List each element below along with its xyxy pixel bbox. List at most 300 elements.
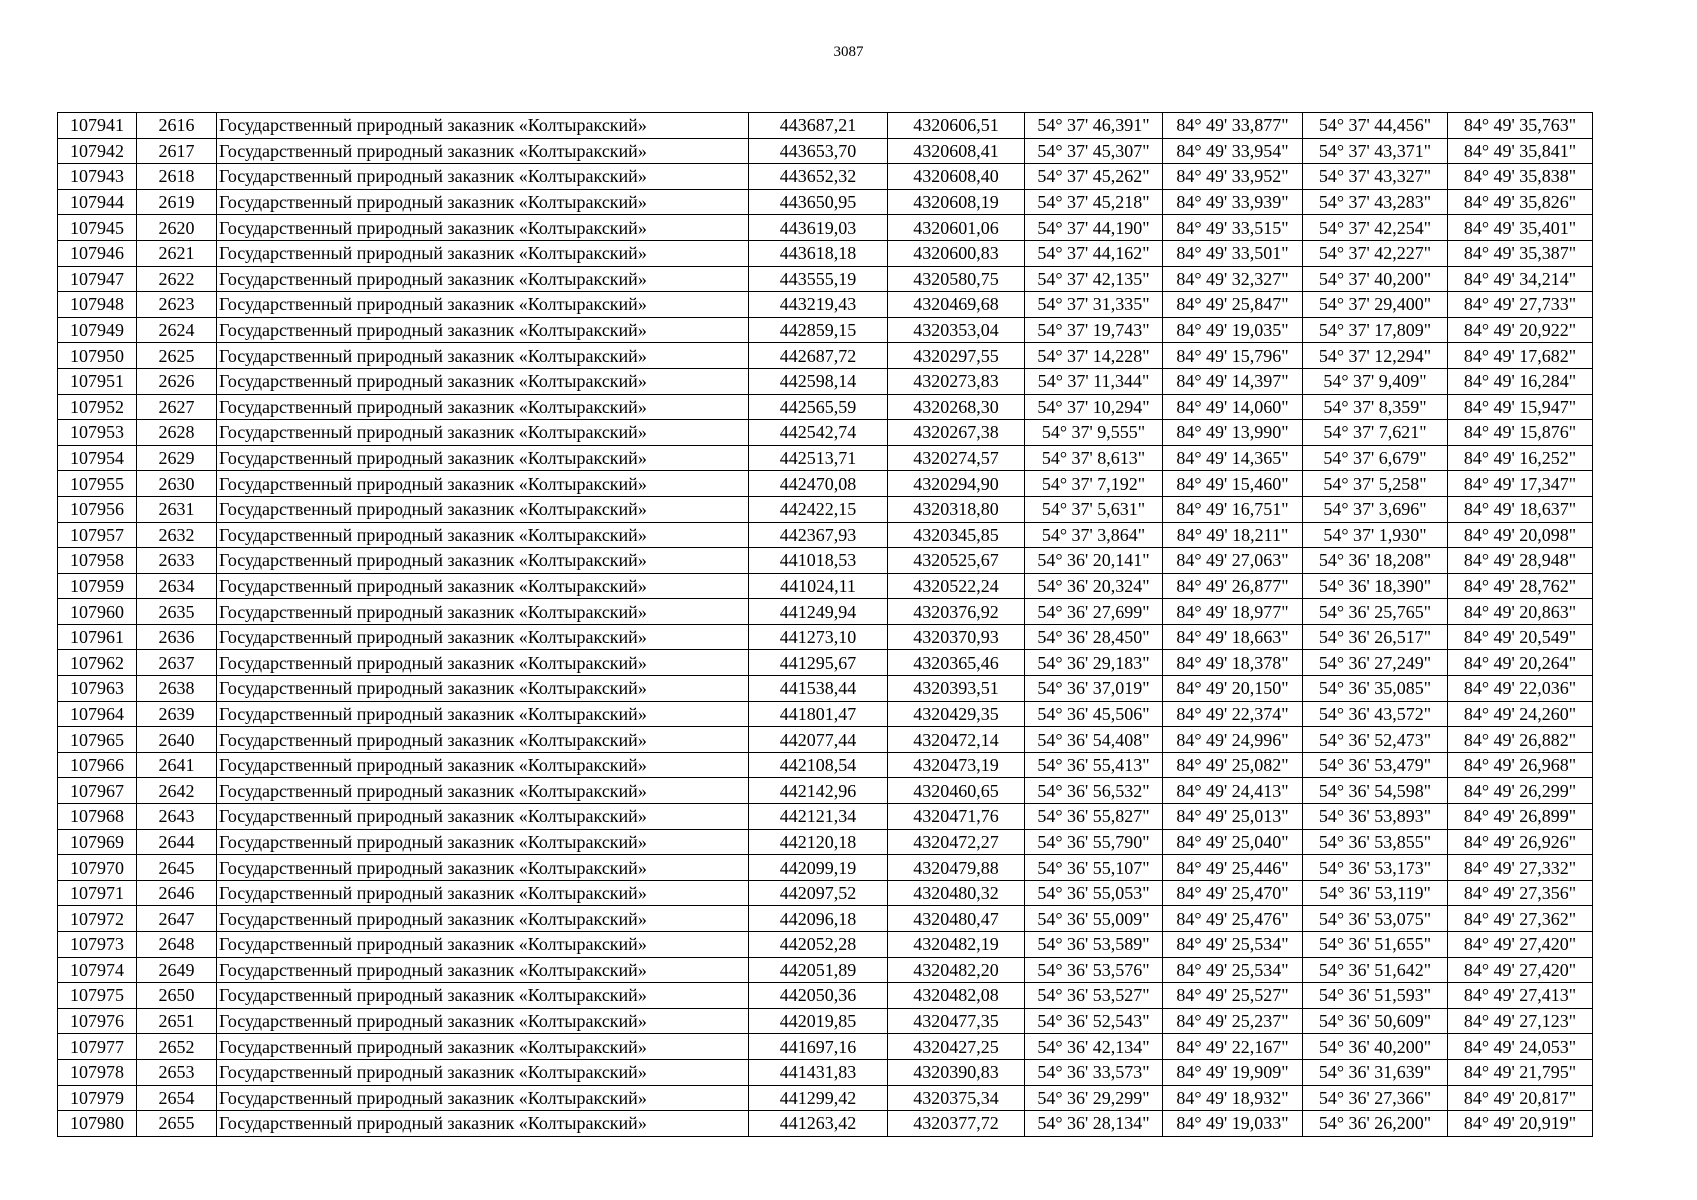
x-coordinate-cell: 442470,08 (749, 471, 888, 497)
longitude-2-cell: 84° 49' 35,838" (1448, 164, 1593, 190)
longitude-1-cell: 84° 49' 25,527" (1163, 983, 1303, 1009)
y-coordinate-cell: 4320370,93 (888, 624, 1025, 650)
row-id-cell: 107963 (58, 676, 137, 702)
table-row (58, 215, 1593, 241)
latitude-1-cell: 54° 37' 46,391" (1025, 113, 1163, 139)
y-coordinate-cell: 4320365,46 (888, 650, 1025, 676)
table-row (58, 522, 1593, 548)
latitude-1-cell: 54° 37' 10,294" (1025, 394, 1163, 420)
name-cell: Государственный природный заказник «Колтыракский» (217, 650, 749, 676)
latitude-2-cell: 54° 37' 8,359" (1303, 394, 1448, 420)
row-id-cell: 107965 (58, 727, 137, 753)
latitude-1-cell: 54° 37' 45,218" (1025, 189, 1163, 215)
latitude-2-cell: 54° 36' 53,893" (1303, 804, 1448, 830)
point-number-cell: 2648 (137, 932, 217, 958)
point-number-cell: 2628 (137, 420, 217, 446)
name-cell: Государственный природный заказник «Колтыракский» (217, 573, 749, 599)
y-coordinate-cell: 4320427,25 (888, 1034, 1025, 1060)
latitude-1-cell: 54° 36' 27,699" (1025, 599, 1163, 625)
row-id-cell: 107977 (58, 1034, 137, 1060)
name-cell: Государственный природный заказник «Колтыракский» (217, 343, 749, 369)
y-coordinate-cell: 4320267,38 (888, 420, 1025, 446)
longitude-1-cell: 84° 49' 33,877" (1163, 113, 1303, 139)
x-coordinate-cell: 442367,93 (749, 522, 888, 548)
latitude-1-cell: 54° 37' 31,335" (1025, 292, 1163, 318)
x-coordinate-cell: 441024,11 (749, 573, 888, 599)
row-id-cell: 107966 (58, 752, 137, 778)
table-row (58, 189, 1593, 215)
row-id-cell: 107943 (58, 164, 137, 190)
y-coordinate-cell: 4320477,35 (888, 1008, 1025, 1034)
x-coordinate-cell: 442050,36 (749, 983, 888, 1009)
longitude-1-cell: 84° 49' 14,397" (1163, 368, 1303, 394)
x-coordinate-cell: 442142,96 (749, 778, 888, 804)
latitude-1-cell: 54° 36' 53,576" (1025, 957, 1163, 983)
longitude-1-cell: 84° 49' 25,847" (1163, 292, 1303, 318)
longitude-1-cell: 84° 49' 14,365" (1163, 445, 1303, 471)
latitude-2-cell: 54° 36' 53,075" (1303, 906, 1448, 932)
latitude-2-cell: 54° 37' 44,456" (1303, 113, 1448, 139)
longitude-2-cell: 84° 49' 24,260" (1448, 701, 1593, 727)
longitude-2-cell: 84° 49' 26,299" (1448, 778, 1593, 804)
latitude-1-cell: 54° 37' 45,262" (1025, 164, 1163, 190)
y-coordinate-cell: 4320471,76 (888, 804, 1025, 830)
table-row (58, 317, 1593, 343)
longitude-1-cell: 84° 49' 25,446" (1163, 855, 1303, 881)
longitude-1-cell: 84° 49' 33,515" (1163, 215, 1303, 241)
x-coordinate-cell: 443650,95 (749, 189, 888, 215)
latitude-2-cell: 54° 36' 31,639" (1303, 1059, 1448, 1085)
y-coordinate-cell: 4320353,04 (888, 317, 1025, 343)
latitude-2-cell: 54° 36' 51,593" (1303, 983, 1448, 1009)
row-id-cell: 107959 (58, 573, 137, 599)
x-coordinate-cell: 442687,72 (749, 343, 888, 369)
table-row (58, 445, 1593, 471)
point-number-cell: 2620 (137, 215, 217, 241)
table-row (58, 1111, 1593, 1137)
longitude-1-cell: 84° 49' 18,977" (1163, 599, 1303, 625)
latitude-2-cell: 54° 37' 12,294" (1303, 343, 1448, 369)
table-row (58, 880, 1593, 906)
y-coordinate-cell: 4320473,19 (888, 752, 1025, 778)
x-coordinate-cell: 441801,47 (749, 701, 888, 727)
x-coordinate-cell: 442096,18 (749, 906, 888, 932)
longitude-1-cell: 84° 49' 18,663" (1163, 624, 1303, 650)
x-coordinate-cell: 442019,85 (749, 1008, 888, 1034)
row-id-cell: 107946 (58, 240, 137, 266)
latitude-1-cell: 54° 37' 44,190" (1025, 215, 1163, 241)
latitude-1-cell: 54° 36' 20,324" (1025, 573, 1163, 599)
latitude-2-cell: 54° 36' 51,655" (1303, 932, 1448, 958)
row-id-cell: 107945 (58, 215, 137, 241)
table-row (58, 471, 1593, 497)
point-number-cell: 2640 (137, 727, 217, 753)
table-row (58, 266, 1593, 292)
longitude-2-cell: 84° 49' 28,762" (1448, 573, 1593, 599)
name-cell: Государственный природный заказник «Колтыракский» (217, 957, 749, 983)
table-row (58, 778, 1593, 804)
name-cell: Государственный природный заказник «Колтыракский» (217, 880, 749, 906)
longitude-2-cell: 84° 49' 35,387" (1448, 240, 1593, 266)
latitude-2-cell: 54° 37' 6,679" (1303, 445, 1448, 471)
longitude-2-cell: 84° 49' 35,826" (1448, 189, 1593, 215)
name-cell: Государственный природный заказник «Колтыракский» (217, 676, 749, 702)
row-id-cell: 107976 (58, 1008, 137, 1034)
row-id-cell: 107969 (58, 829, 137, 855)
y-coordinate-cell: 4320482,19 (888, 932, 1025, 958)
row-id-cell: 107970 (58, 855, 137, 881)
name-cell: Государственный природный заказник «Колтыракский» (217, 215, 749, 241)
longitude-2-cell: 84° 49' 20,098" (1448, 522, 1593, 548)
name-cell: Государственный природный заказник «Колтыракский» (217, 445, 749, 471)
row-id-cell: 107955 (58, 471, 137, 497)
longitude-1-cell: 84° 49' 18,378" (1163, 650, 1303, 676)
y-coordinate-cell: 4320273,83 (888, 368, 1025, 394)
row-id-cell: 107960 (58, 599, 137, 625)
longitude-2-cell: 84° 49' 28,948" (1448, 548, 1593, 574)
x-coordinate-cell: 443618,18 (749, 240, 888, 266)
latitude-1-cell: 54° 36' 56,532" (1025, 778, 1163, 804)
longitude-1-cell: 84° 49' 24,413" (1163, 778, 1303, 804)
table-row (58, 1085, 1593, 1111)
latitude-1-cell: 54° 36' 28,450" (1025, 624, 1163, 650)
longitude-1-cell: 84° 49' 33,501" (1163, 240, 1303, 266)
point-number-cell: 2637 (137, 650, 217, 676)
latitude-2-cell: 54° 36' 27,366" (1303, 1085, 1448, 1111)
point-number-cell: 2639 (137, 701, 217, 727)
longitude-2-cell: 84° 49' 27,332" (1448, 855, 1593, 881)
longitude-2-cell: 84° 49' 26,968" (1448, 752, 1593, 778)
longitude-2-cell: 84° 49' 20,922" (1448, 317, 1593, 343)
table-row (58, 932, 1593, 958)
latitude-1-cell: 54° 36' 53,589" (1025, 932, 1163, 958)
y-coordinate-cell: 4320608,41 (888, 138, 1025, 164)
name-cell: Государственный природный заказник «Колтыракский» (217, 471, 749, 497)
name-cell: Государственный природный заказник «Колтыракский» (217, 394, 749, 420)
latitude-1-cell: 54° 36' 55,827" (1025, 804, 1163, 830)
table-row (58, 855, 1593, 881)
longitude-1-cell: 84° 49' 15,460" (1163, 471, 1303, 497)
x-coordinate-cell: 442052,28 (749, 932, 888, 958)
y-coordinate-cell: 4320469,68 (888, 292, 1025, 318)
latitude-1-cell: 54° 36' 37,019" (1025, 676, 1163, 702)
y-coordinate-cell: 4320522,24 (888, 573, 1025, 599)
longitude-2-cell: 84° 49' 27,123" (1448, 1008, 1593, 1034)
y-coordinate-cell: 4320608,40 (888, 164, 1025, 190)
row-id-cell: 107952 (58, 394, 137, 420)
table-row (58, 752, 1593, 778)
latitude-2-cell: 54° 36' 43,572" (1303, 701, 1448, 727)
latitude-2-cell: 54° 36' 18,390" (1303, 573, 1448, 599)
longitude-1-cell: 84° 49' 33,952" (1163, 164, 1303, 190)
latitude-2-cell: 54° 36' 52,473" (1303, 727, 1448, 753)
x-coordinate-cell: 441299,42 (749, 1085, 888, 1111)
latitude-1-cell: 54° 37' 9,555" (1025, 420, 1163, 446)
name-cell: Государственный природный заказник «Колтыракский» (217, 983, 749, 1009)
latitude-1-cell: 54° 37' 42,135" (1025, 266, 1163, 292)
name-cell: Государственный природный заказник «Колтыракский» (217, 855, 749, 881)
longitude-2-cell: 84° 49' 20,264" (1448, 650, 1593, 676)
longitude-2-cell: 84° 49' 27,356" (1448, 880, 1593, 906)
name-cell: Государственный природный заказник «Колтыракский» (217, 368, 749, 394)
latitude-1-cell: 54° 36' 53,527" (1025, 983, 1163, 1009)
x-coordinate-cell: 443687,21 (749, 113, 888, 139)
point-number-cell: 2627 (137, 394, 217, 420)
latitude-1-cell: 54° 36' 28,134" (1025, 1111, 1163, 1137)
latitude-2-cell: 54° 37' 42,227" (1303, 240, 1448, 266)
latitude-2-cell: 54° 36' 53,119" (1303, 880, 1448, 906)
longitude-1-cell: 84° 49' 19,035" (1163, 317, 1303, 343)
y-coordinate-cell: 4320274,57 (888, 445, 1025, 471)
y-coordinate-cell: 4320608,19 (888, 189, 1025, 215)
row-id-cell: 107975 (58, 983, 137, 1009)
latitude-2-cell: 54° 36' 50,609" (1303, 1008, 1448, 1034)
longitude-2-cell: 84° 49' 17,682" (1448, 343, 1593, 369)
x-coordinate-cell: 441263,42 (749, 1111, 888, 1137)
point-number-cell: 2618 (137, 164, 217, 190)
row-id-cell: 107956 (58, 496, 137, 522)
point-number-cell: 2635 (137, 599, 217, 625)
x-coordinate-cell: 441431,83 (749, 1059, 888, 1085)
longitude-1-cell: 84° 49' 22,374" (1163, 701, 1303, 727)
latitude-1-cell: 54° 37' 19,743" (1025, 317, 1163, 343)
y-coordinate-cell: 4320376,92 (888, 599, 1025, 625)
name-cell: Государственный природный заказник «Колтыракский» (217, 292, 749, 318)
longitude-1-cell: 84° 49' 25,013" (1163, 804, 1303, 830)
name-cell: Государственный природный заказник «Колтыракский» (217, 1085, 749, 1111)
name-cell: Государственный природный заказник «Колтыракский» (217, 1008, 749, 1034)
x-coordinate-cell: 442513,71 (749, 445, 888, 471)
point-number-cell: 2622 (137, 266, 217, 292)
y-coordinate-cell: 4320393,51 (888, 676, 1025, 702)
longitude-2-cell: 84° 49' 27,362" (1448, 906, 1593, 932)
y-coordinate-cell: 4320479,88 (888, 855, 1025, 881)
latitude-1-cell: 54° 36' 29,299" (1025, 1085, 1163, 1111)
x-coordinate-cell: 441249,94 (749, 599, 888, 625)
latitude-1-cell: 54° 37' 3,864" (1025, 522, 1163, 548)
name-cell: Государственный природный заказник «Колтыракский» (217, 189, 749, 215)
x-coordinate-cell: 442051,89 (749, 957, 888, 983)
latitude-2-cell: 54° 36' 53,173" (1303, 855, 1448, 881)
x-coordinate-cell: 442565,59 (749, 394, 888, 420)
x-coordinate-cell: 443653,70 (749, 138, 888, 164)
table-row (58, 624, 1593, 650)
latitude-1-cell: 54° 37' 5,631" (1025, 496, 1163, 522)
row-id-cell: 107942 (58, 138, 137, 164)
row-id-cell: 107971 (58, 880, 137, 906)
page-number: 3087 (833, 44, 864, 60)
y-coordinate-cell: 4320297,55 (888, 343, 1025, 369)
latitude-1-cell: 54° 36' 45,506" (1025, 701, 1163, 727)
name-cell: Государственный природный заказник «Колтыракский» (217, 496, 749, 522)
latitude-1-cell: 54° 36' 33,573" (1025, 1059, 1163, 1085)
point-number-cell: 2624 (137, 317, 217, 343)
name-cell: Государственный природный заказник «Колтыракский» (217, 906, 749, 932)
latitude-2-cell: 54° 36' 25,765" (1303, 599, 1448, 625)
x-coordinate-cell: 442099,19 (749, 855, 888, 881)
x-coordinate-cell: 441538,44 (749, 676, 888, 702)
latitude-1-cell: 54° 37' 7,192" (1025, 471, 1163, 497)
table-row (58, 573, 1593, 599)
table-row (58, 292, 1593, 318)
point-number-cell: 2625 (137, 343, 217, 369)
y-coordinate-cell: 4320482,20 (888, 957, 1025, 983)
longitude-1-cell: 84° 49' 25,476" (1163, 906, 1303, 932)
row-id-cell: 107973 (58, 932, 137, 958)
point-number-cell: 2616 (137, 113, 217, 139)
y-coordinate-cell: 4320600,83 (888, 240, 1025, 266)
x-coordinate-cell: 442120,18 (749, 829, 888, 855)
y-coordinate-cell: 4320460,65 (888, 778, 1025, 804)
table-row (58, 983, 1593, 1009)
longitude-1-cell: 84° 49' 15,796" (1163, 343, 1303, 369)
table-row (58, 804, 1593, 830)
row-id-cell: 107974 (58, 957, 137, 983)
point-number-cell: 2623 (137, 292, 217, 318)
longitude-1-cell: 84° 49' 20,150" (1163, 676, 1303, 702)
longitude-1-cell: 84° 49' 33,954" (1163, 138, 1303, 164)
point-number-cell: 2638 (137, 676, 217, 702)
x-coordinate-cell: 442108,54 (749, 752, 888, 778)
longitude-2-cell: 84° 49' 15,876" (1448, 420, 1593, 446)
table-row (58, 368, 1593, 394)
name-cell: Государственный природный заказник «Колтыракский» (217, 317, 749, 343)
latitude-2-cell: 54° 36' 26,200" (1303, 1111, 1448, 1137)
y-coordinate-cell: 4320472,27 (888, 829, 1025, 855)
latitude-2-cell: 54° 36' 35,085" (1303, 676, 1448, 702)
longitude-1-cell: 84° 49' 25,534" (1163, 932, 1303, 958)
table-row (58, 650, 1593, 676)
y-coordinate-cell: 4320601,06 (888, 215, 1025, 241)
point-number-cell: 2647 (137, 906, 217, 932)
point-number-cell: 2632 (137, 522, 217, 548)
latitude-1-cell: 54° 36' 55,413" (1025, 752, 1163, 778)
point-number-cell: 2649 (137, 957, 217, 983)
name-cell: Государственный природный заказник «Колтыракский» (217, 932, 749, 958)
longitude-2-cell: 84° 49' 17,347" (1448, 471, 1593, 497)
table-row (58, 599, 1593, 625)
longitude-2-cell: 84° 49' 15,947" (1448, 394, 1593, 420)
x-coordinate-cell: 441295,67 (749, 650, 888, 676)
longitude-2-cell: 84° 49' 24,053" (1448, 1034, 1593, 1060)
longitude-2-cell: 84° 49' 27,420" (1448, 932, 1593, 958)
table-row (58, 1059, 1593, 1085)
y-coordinate-cell: 4320606,51 (888, 113, 1025, 139)
longitude-2-cell: 84° 49' 26,899" (1448, 804, 1593, 830)
latitude-2-cell: 54° 37' 5,258" (1303, 471, 1448, 497)
longitude-2-cell: 84° 49' 35,401" (1448, 215, 1593, 241)
longitude-1-cell: 84° 49' 25,470" (1163, 880, 1303, 906)
latitude-1-cell: 54° 36' 42,134" (1025, 1034, 1163, 1060)
longitude-2-cell: 84° 49' 22,036" (1448, 676, 1593, 702)
x-coordinate-cell: 442542,74 (749, 420, 888, 446)
latitude-1-cell: 54° 37' 14,228" (1025, 343, 1163, 369)
table-row (58, 548, 1593, 574)
x-coordinate-cell: 441273,10 (749, 624, 888, 650)
longitude-1-cell: 84° 49' 14,060" (1163, 394, 1303, 420)
y-coordinate-cell: 4320345,85 (888, 522, 1025, 548)
longitude-2-cell: 84° 49' 16,252" (1448, 445, 1593, 471)
table-row (58, 829, 1593, 855)
point-number-cell: 2652 (137, 1034, 217, 1060)
name-cell: Государственный природный заказник «Колтыракский» (217, 1059, 749, 1085)
table-row (58, 164, 1593, 190)
y-coordinate-cell: 4320482,08 (888, 983, 1025, 1009)
table-row (58, 113, 1593, 139)
longitude-1-cell: 84° 49' 26,877" (1163, 573, 1303, 599)
name-cell: Государственный природный заказник «Колтыракский» (217, 1034, 749, 1060)
row-id-cell: 107941 (58, 113, 137, 139)
longitude-2-cell: 84° 49' 26,926" (1448, 829, 1593, 855)
latitude-2-cell: 54° 37' 3,696" (1303, 496, 1448, 522)
point-number-cell: 2646 (137, 880, 217, 906)
table-row (58, 496, 1593, 522)
longitude-2-cell: 84° 49' 20,863" (1448, 599, 1593, 625)
x-coordinate-cell: 442121,34 (749, 804, 888, 830)
point-number-cell: 2621 (137, 240, 217, 266)
longitude-1-cell: 84° 49' 19,909" (1163, 1059, 1303, 1085)
table-row (58, 240, 1593, 266)
row-id-cell: 107958 (58, 548, 137, 574)
row-id-cell: 107979 (58, 1085, 137, 1111)
row-id-cell: 107950 (58, 343, 137, 369)
latitude-1-cell: 54° 37' 44,162" (1025, 240, 1163, 266)
name-cell: Государственный природный заказник «Колтыракский» (217, 420, 749, 446)
point-number-cell: 2630 (137, 471, 217, 497)
latitude-2-cell: 54° 36' 53,479" (1303, 752, 1448, 778)
latitude-1-cell: 54° 36' 20,141" (1025, 548, 1163, 574)
longitude-1-cell: 84° 49' 22,167" (1163, 1034, 1303, 1060)
y-coordinate-cell: 4320294,90 (888, 471, 1025, 497)
longitude-1-cell: 84° 49' 32,327" (1163, 266, 1303, 292)
longitude-2-cell: 84° 49' 20,817" (1448, 1085, 1593, 1111)
row-id-cell: 107980 (58, 1111, 137, 1137)
point-number-cell: 2636 (137, 624, 217, 650)
longitude-2-cell: 84° 49' 21,795" (1448, 1059, 1593, 1085)
latitude-2-cell: 54° 37' 42,254" (1303, 215, 1448, 241)
latitude-2-cell: 54° 36' 40,200" (1303, 1034, 1448, 1060)
table-row (58, 1008, 1593, 1034)
name-cell: Государственный природный заказник «Колтыракский» (217, 240, 749, 266)
latitude-2-cell: 54° 37' 43,283" (1303, 189, 1448, 215)
row-id-cell: 107948 (58, 292, 137, 318)
name-cell: Государственный природный заказник «Колтыракский» (217, 138, 749, 164)
x-coordinate-cell: 441697,16 (749, 1034, 888, 1060)
longitude-2-cell: 84° 49' 35,763" (1448, 113, 1593, 139)
longitude-1-cell: 84° 49' 18,932" (1163, 1085, 1303, 1111)
latitude-1-cell: 54° 36' 54,408" (1025, 727, 1163, 753)
latitude-2-cell: 54° 37' 1,930" (1303, 522, 1448, 548)
x-coordinate-cell: 443652,32 (749, 164, 888, 190)
point-number-cell: 2629 (137, 445, 217, 471)
x-coordinate-cell: 442859,15 (749, 317, 888, 343)
latitude-2-cell: 54° 37' 40,200" (1303, 266, 1448, 292)
latitude-2-cell: 54° 37' 43,327" (1303, 164, 1448, 190)
y-coordinate-cell: 4320268,30 (888, 394, 1025, 420)
latitude-1-cell: 54° 36' 55,009" (1025, 906, 1163, 932)
table-row (58, 906, 1593, 932)
table-row (58, 676, 1593, 702)
row-id-cell: 107957 (58, 522, 137, 548)
latitude-1-cell: 54° 36' 55,790" (1025, 829, 1163, 855)
point-number-cell: 2655 (137, 1111, 217, 1137)
point-number-cell: 2643 (137, 804, 217, 830)
longitude-1-cell: 84° 49' 13,990" (1163, 420, 1303, 446)
point-number-cell: 2631 (137, 496, 217, 522)
point-number-cell: 2642 (137, 778, 217, 804)
row-id-cell: 107972 (58, 906, 137, 932)
name-cell: Государственный природный заказник «Колтыракский» (217, 752, 749, 778)
